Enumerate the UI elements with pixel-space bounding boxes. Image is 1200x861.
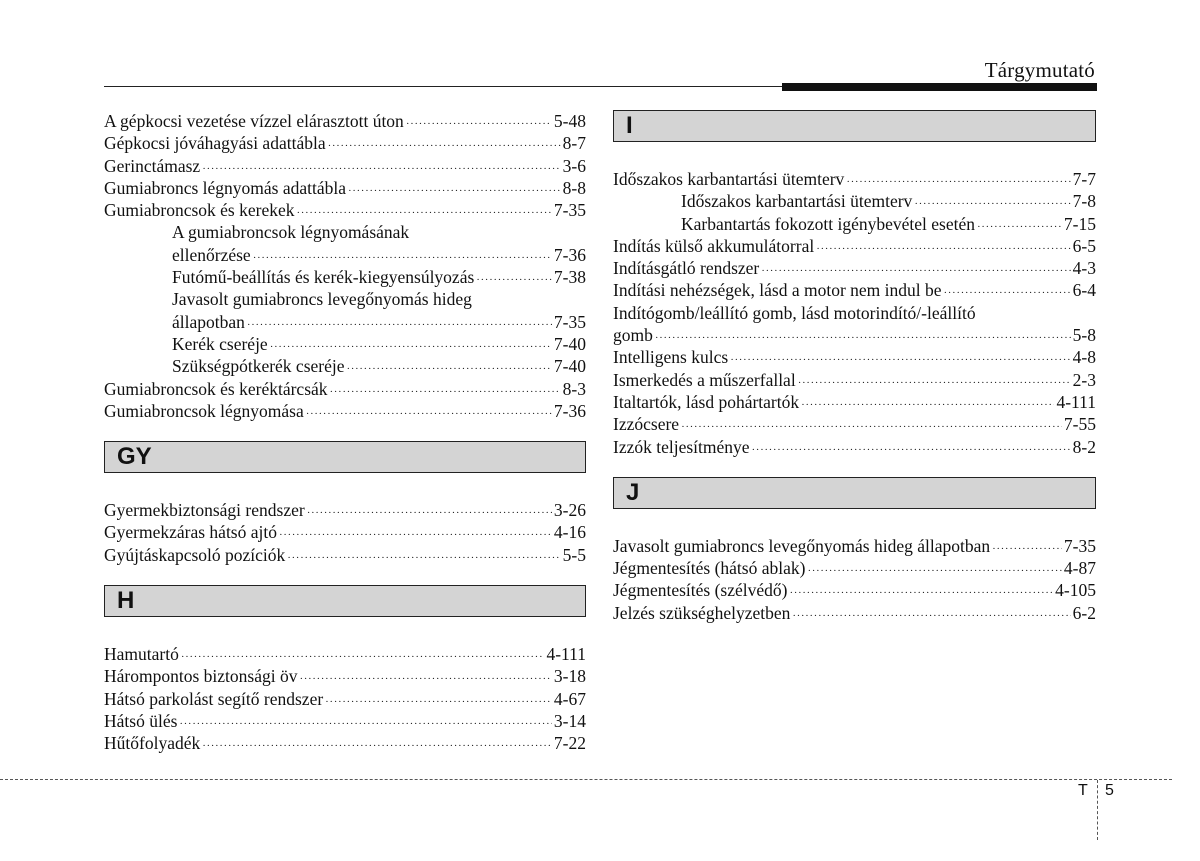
index-entry: Hamutartó ····· 4-111 [104,643,586,665]
index-group-gy [104,499,586,566]
index-entry: Gyermekbiztonsági rendszer ····· 3-26 [104,499,586,521]
index-subentry-line: A gumiabroncsok légnyomásának [172,222,410,243]
index-column-left [104,110,586,755]
index-entry: Gumiabroncsok és keréktárcsák ····· 8-3 [104,378,586,400]
index-entry-line: Indítógomb/leállító gomb, lásd motorindító/-leállító [613,302,976,323]
index-entry: Indítási nehézségek, lásd a motor nem indul be ····· 6-4 [613,279,1096,301]
index-entry: Hátsó parkolást segítő rendszer ····· 4-67 [104,688,586,710]
index-entry: Intelligens kulcs ····· 4-8 [613,346,1096,368]
index-entry: Gyújtáskapcsoló pozíciók ····· 5-5 [104,544,586,566]
index-subentry: Időszakos karbantartási ütemterv ····· 7-8 [613,190,1096,212]
index-entry: Izzók teljesítménye ····· 8-2 [613,436,1096,458]
index-entry: Időszakos karbantartási ütemterv ····· 7-7 [613,168,1096,190]
index-subentry: állapotban ····· 7-35 [104,311,586,333]
index-entry: Hűtőfolyadék ····· 7-22 [104,732,586,754]
index-entry: Javasolt gumiabroncs levegőnyomás hideg állapotban ····· 7-35 [613,535,1096,557]
index-entry: Hárompontos biztonsági öv ····· 3-18 [104,665,586,687]
index-entry: Jégmentesítés (hátsó ablak) ····· 4-87 [613,557,1096,579]
header-rule-thick [782,83,1097,91]
index-entry: Gépkocsi jóváhagyási adattábla ····· 8-7 [104,132,586,154]
index-subentry: Karbantartás fokozott igénybevétel esetén ····· 7-15 [613,213,1096,235]
section-header-gy: GY [104,441,586,473]
index-entry: Gerinctámasz ····· 3-6 [104,155,586,177]
page-number [1078,782,1114,800]
section-header-i: I [613,110,1096,142]
index-entry: Jégmentesítés (szélvédő) ····· 4-105 [613,579,1096,601]
footer-divider [0,779,1172,780]
footer-divider-vertical [1097,780,1098,840]
index-column-right [613,110,1096,624]
index-group-h [104,643,586,754]
index-group-i [613,168,1096,458]
index-subentry: Kerék cseréje ····· 7-40 [104,333,586,355]
index-entry: Indításgátló rendszer ····· 4-3 [613,257,1096,279]
section-header-h: H [104,585,586,617]
index-entry: Italtartók, lásd pohártartók ····· 4-111 [613,391,1096,413]
page-section-letter: T [1078,782,1088,799]
index-entry: Gumiabroncsok légnyomása ····· 7-36 [104,400,586,422]
index-entry: Gumiabroncsok és kerekek ····· 7-35 [104,199,586,221]
index-entry: gomb ····· 5-8 [613,324,1096,346]
index-subentry: ellenőrzése ····· 7-36 [104,244,586,266]
index-subentry: Szükségpótkerék cseréje ····· 7-40 [104,355,586,377]
index-subentry: Futómű-beállítás és kerék-kiegyensúlyozás ····· 7-38 [104,266,586,288]
index-entry: Indítás külső akkumulátorral ····· 6-5 [613,235,1096,257]
page-title: Tárgymutató [984,58,1095,82]
index-group-g [104,110,586,422]
header-rule [104,86,784,87]
page-number-value: 5 [1105,782,1114,799]
index-entry: Ismerkedés a műszerfallal ····· 2-3 [613,369,1096,391]
index-entry: Gumiabroncs légnyomás adattábla ····· 8-8 [104,177,586,199]
index-subentry-line: Javasolt gumiabroncs levegőnyomás hideg [172,289,472,310]
index-entry: Jelzés szükséghelyzetben ····· 6-2 [613,602,1096,624]
section-header-j: J [613,477,1096,509]
index-entry: Gyermekzáras hátsó ajtó ····· 4-16 [104,521,586,543]
index-entry: Izzócsere ····· 7-55 [613,413,1096,435]
index-entry: A gépkocsi vezetése vízzel elárasztott úton ····· 5-48 [104,110,586,132]
index-group-j [613,535,1096,624]
index-entry: Hátsó ülés ····· 3-14 [104,710,586,732]
